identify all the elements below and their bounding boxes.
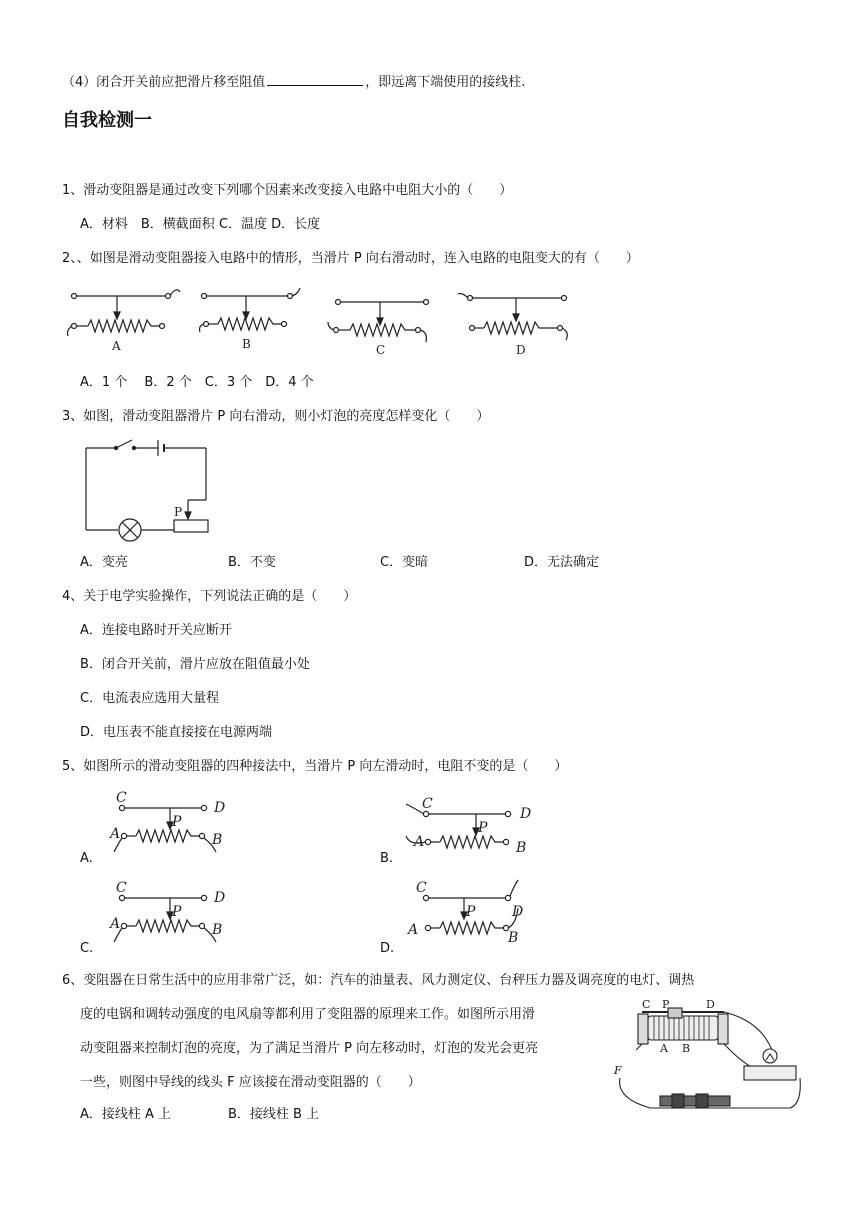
answer-blank [267,72,363,86]
fig-label: A [112,339,121,353]
terminal-label: A [414,834,425,850]
question-3-option-c: C．变暗 [380,555,429,570]
terminal-label: B [516,840,527,856]
question-5-stem: 5、如图所示的滑动变阻器的四种接法中，当滑片 P 向左滑动时，电阻不变的是（ ） [62,759,568,774]
question-text: ，即远离下端使用的接线柱. [365,75,526,90]
question-5-figure-b [398,794,548,858]
question-3-option-d: D．无法确定 [524,555,600,570]
terminal-label: D [706,1000,715,1011]
rheostat-d [458,294,567,341]
rheostat-a [68,290,181,336]
rheostat-icon [648,1016,718,1040]
question-1-options: A．材料 B．横截面积 C．温度 D．长度 [80,217,321,232]
option-letter: B. [380,851,394,866]
terminal-label: P [172,904,182,920]
option-letter: D. [380,941,395,956]
terminal-label: D [214,890,226,906]
rheostat-icon [174,520,208,532]
question-5-figure-d [404,876,540,948]
question-6-line-4: 一些，则图中导线的线头 F 应该接在滑动变阻器的（ ） [80,1075,421,1090]
question-3-circuit [76,438,226,542]
question-4-stem: 4、关于电学实验操作，下列说法正确的是（ ） [62,589,357,604]
terminal-label: B [682,1042,691,1055]
terminal-label: D [512,904,524,920]
switch-icon [116,440,132,448]
terminal-label: A [660,1042,668,1055]
terminal-label: F [614,1064,622,1077]
question-6-line-2: 度的电锅和调转动强度的电风扇等都利用了变阻器的原理来工作。如图所示用滑 [80,1007,536,1022]
terminal-label: B [212,832,223,848]
terminal-label: C [116,790,127,806]
rheostat-b [200,288,301,332]
fig-label: C [376,343,386,357]
question-3-option-a: A．变亮 [80,555,128,570]
question-4-option-d: D．电压表不能直接接在电源两端 [80,725,273,740]
terminal-label: B [212,922,223,938]
question-text: （4）闭合开关前应把滑片移至阻值 [62,75,266,90]
question-5-figure-c [100,876,240,954]
terminal-label: P [478,820,488,836]
terminal-label: A [408,922,419,938]
battery-icon [660,1096,730,1106]
question-6-line-3: 动变阻器来控制灯泡的亮度，为了满足当滑片 P 向左移动时，灯泡的发光会更亮 [80,1041,539,1056]
terminal-label: A [110,916,121,932]
question-2-figure [60,284,580,360]
terminal-label: C [422,796,433,812]
terminal-label: C [116,880,127,896]
terminal-label: B [508,930,519,946]
terminal-label: C [416,880,427,896]
question-5-figure-a [100,786,240,864]
question-1-stem: 1、滑动变阻器是通过改变下列哪个因素来改变接入电路中电阻大小的（ ） [62,183,513,198]
fig-label: P [174,505,183,519]
section-title: 自我检测一 [62,110,152,131]
terminal-label: P [466,904,476,920]
terminal-label: D [520,806,532,822]
question-6-option-b: B．接线柱 B 上 [228,1107,320,1122]
fig-label: D [516,343,526,357]
question-3-option-b: B．不变 [228,555,276,570]
question-2-stem: 2、、如图是滑动变阻器接入电路中的情形，当滑片 P 向右滑动时，连入电路的电阻变大的有（ ） [62,251,639,266]
question-4-prev [62,72,525,92]
terminal-label: C [642,1000,651,1011]
question-2-options: A．1 个 B．2 个 C．3 个 D．4 个 [80,375,314,390]
question-3-stem: 3、如图，滑动变阻器滑片 P 向右滑动，则小灯泡的亮度怎样变化（ ） [62,409,490,424]
question-4-option-c: C．电流表应选用大量程 [80,691,220,706]
question-6-line-1: 6、变阻器在日常生活中的应用非常广泛，如：汽车的油量表、风力测定仪、台秤压力器及调亮度的电灯、调热 [62,973,695,988]
question-4-option-a: A．连接电路时开关应断开 [80,623,232,638]
question-6-figure [612,1000,808,1112]
terminal-label: P [662,1000,670,1011]
option-letter: C. [80,941,94,956]
terminal-label: D [214,800,226,816]
question-4-option-b: B．闭合开关前，滑片应放在阻值最小处 [80,657,310,672]
question-6-option-a: A．接线柱 A 上 [80,1107,172,1122]
terminal-label: A [110,826,121,842]
lamp-icon [763,1049,777,1063]
option-letter: A. [80,851,93,866]
terminal-label: P [172,814,182,830]
rheostat-c [328,300,429,343]
fig-label: B [242,337,251,351]
